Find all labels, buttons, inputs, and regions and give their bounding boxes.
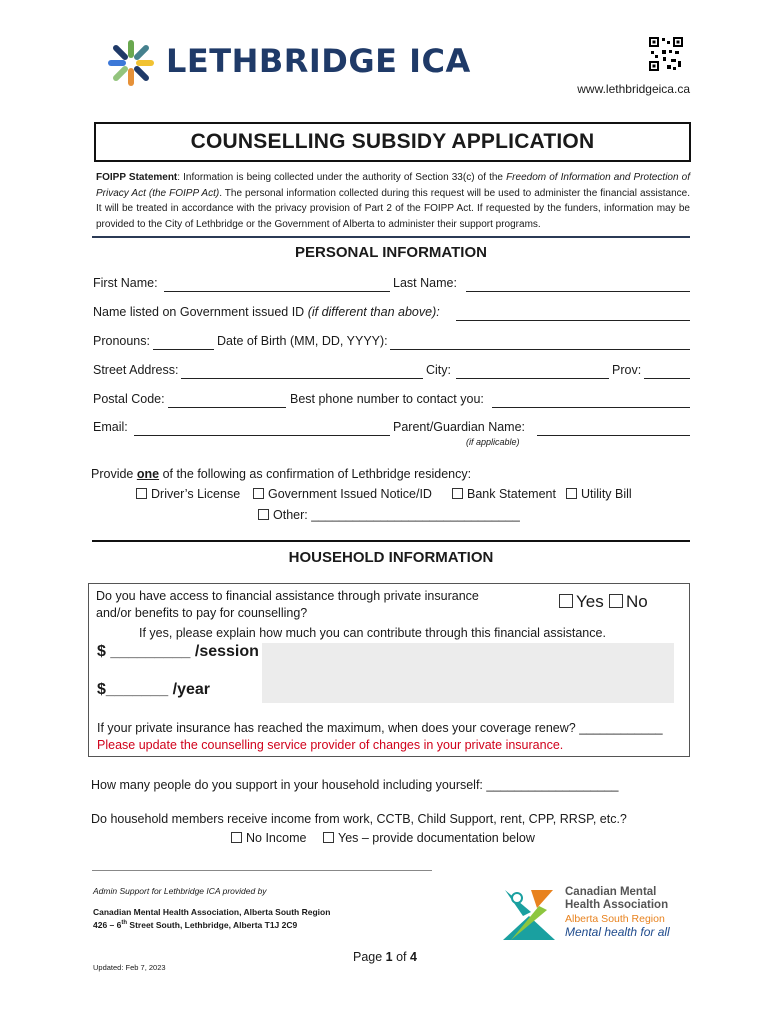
personal-info-heading: PERSONAL INFORMATION — [295, 244, 487, 261]
title-box — [94, 122, 691, 162]
gov-id-name-field[interactable] — [456, 320, 690, 321]
updated-date: Updated: Feb 7, 2023 — [93, 963, 166, 972]
dob-field[interactable] — [390, 349, 690, 350]
logo-wordmark: LETHBRIDGE ICA — [166, 42, 471, 80]
guardian-field[interactable] — [537, 435, 690, 436]
cmha-name-line-1: Canadian Mental — [565, 886, 657, 898]
checkbox-icon[interactable] — [609, 594, 623, 608]
footer-address-post: Street South, Lethbridge, Alberta T1J 2C9 — [127, 920, 298, 930]
residency-q-before: Provide — [91, 467, 137, 481]
cmha-logo — [501, 886, 691, 942]
residency-other-label: Other: ______________________________ — [273, 508, 520, 522]
residency-option-bank-statement[interactable] — [452, 487, 556, 501]
first-name-label: First Name: — [93, 276, 158, 290]
first-name-field[interactable] — [164, 291, 390, 292]
foipp-label: FOIPP Statement — [96, 172, 178, 183]
checkbox-icon[interactable] — [136, 488, 147, 499]
cmha-figure-icon — [501, 886, 557, 942]
gov-id-label — [93, 305, 440, 319]
footer-org-name: Canadian Mental Health Association, Alberta South Region — [93, 907, 331, 917]
province-label: Prov: — [612, 363, 642, 377]
guardian-label: Parent/Guardian Name: — [393, 420, 526, 434]
per-session-amount[interactable]: $ _________ /session — [97, 643, 259, 660]
phone-field[interactable] — [492, 407, 690, 408]
foipp-text-2: . The personal information collected during this request will be used to administer the financial assistance. It will be treated in accordance with the privacy provision of Part 2 of the FOIPP Act. If requested by the funders, information may be provided to the City of Lethbridge or the Government of Alberta to administer their support programs. — [96, 187, 690, 230]
insurance-no-label: No — [626, 592, 648, 611]
website-url[interactable]: www.lethbridgeica.ca — [577, 82, 690, 96]
cmha-region: Alberta South Region — [565, 913, 665, 925]
residency-option-label: Driver’s License — [151, 487, 241, 501]
cmha-name-line-2: Health Association — [565, 899, 669, 911]
update-insurance-notice: Please update the counselling service provider of changes in your private insurance. — [97, 738, 564, 752]
page-of: of — [392, 950, 410, 964]
insurance-no-option[interactable] — [609, 592, 648, 612]
street-address-field[interactable] — [181, 378, 423, 379]
city-label: City: — [426, 363, 451, 377]
checkbox-icon[interactable] — [258, 509, 269, 520]
residency-question — [91, 467, 471, 481]
residency-option-drivers-license[interactable] — [136, 487, 240, 501]
household-income-question: Do household members receive income from work, CCTB, Child Support, rent, CPP, RRSP, etc.? — [91, 812, 627, 826]
page-number — [353, 950, 417, 964]
cmha-tagline: Mental health for all — [565, 925, 670, 939]
pronouns-label: Pronouns: — [93, 334, 150, 348]
insurance-question-line-1: Do you have access to financial assistance through private insurance — [96, 589, 479, 603]
page-total: 4 — [410, 950, 417, 964]
footer-divider — [92, 870, 432, 871]
page-prefix: Page — [353, 950, 386, 964]
foipp-text-1: : Information is being collected under the authority of Section 33(c) of the — [177, 172, 507, 183]
street-address-label: Street Address: — [93, 363, 179, 377]
residency-q-one: one — [136, 467, 160, 481]
insurance-question-line-2: and/or benefits to pay for counselling? — [96, 606, 308, 620]
starburst-logo-icon — [106, 38, 156, 88]
income-option-none-label: No Income — [246, 831, 307, 845]
checkbox-icon[interactable] — [452, 488, 463, 499]
residency-option-label: Bank Statement — [467, 487, 556, 501]
residency-option-label: Utility Bill — [581, 487, 632, 501]
page-title: COUNSELLING SUBSIDY APPLICATION — [190, 130, 595, 153]
residency-option-utility-bill[interactable] — [566, 487, 632, 501]
residency-option-gov-notice[interactable] — [253, 487, 432, 501]
dob-label: Date of Birth (MM, DD, YYYY): — [217, 334, 388, 348]
income-option-yes[interactable] — [323, 831, 535, 845]
email-label: Email: — [93, 420, 128, 434]
checkbox-icon[interactable] — [231, 832, 242, 843]
income-option-yes-label: Yes – provide documentation below — [338, 831, 535, 845]
last-name-label: Last Name: — [393, 276, 457, 290]
gov-id-label-text: Name listed on Government issued ID — [93, 305, 308, 319]
insurance-explanation-field[interactable] — [262, 643, 674, 703]
city-field[interactable] — [456, 378, 609, 379]
postal-code-field[interactable] — [168, 407, 286, 408]
page-current: 1 — [385, 950, 393, 964]
per-year-amount[interactable]: $_______ /year — [97, 681, 210, 698]
pronouns-field[interactable] — [153, 349, 214, 350]
insurance-yes-option[interactable] — [559, 592, 604, 612]
household-size-question: How many people do you support in your household including yourself: ___________________ — [91, 778, 619, 792]
admin-support-note: Admin Support for Lethbridge ICA provided by — [93, 886, 267, 896]
checkbox-icon[interactable] — [323, 832, 334, 843]
lethbridge-ica-logo — [106, 38, 471, 90]
if-applicable-note: (if applicable) — [466, 437, 520, 447]
footer-address-pre: 426 – 6 — [93, 920, 122, 930]
checkbox-icon[interactable] — [253, 488, 264, 499]
residency-q-after: of the following as confirmation of Lethbridge residency: — [159, 467, 472, 481]
email-field[interactable] — [134, 435, 390, 436]
section-divider — [92, 540, 690, 542]
household-info-heading: HOUSEHOLD INFORMATION — [288, 549, 494, 566]
insurance-yes-label: Yes — [576, 592, 604, 611]
footer-address-sup: th — [121, 920, 128, 927]
qr-code-icon — [649, 37, 683, 71]
coverage-renew-question: If your private insurance has reached the maximum, when does your coverage renew? ____________ — [97, 721, 663, 735]
checkbox-icon[interactable] — [566, 488, 577, 499]
last-name-field[interactable] — [466, 291, 690, 292]
residency-option-label: Government Issued Notice/ID — [268, 487, 432, 501]
foipp-statement — [96, 170, 690, 232]
phone-label: Best phone number to contact you: — [290, 392, 484, 406]
checkbox-icon[interactable] — [559, 594, 573, 608]
footer-address — [93, 920, 297, 930]
insurance-explain-label: If yes, please explain how much you can contribute through this financial assistance. — [139, 626, 606, 640]
section-divider — [92, 236, 690, 238]
gov-id-label-italic: (if different than above): — [307, 305, 440, 319]
province-field[interactable] — [644, 378, 690, 379]
income-option-none[interactable] — [231, 831, 306, 845]
foipp-act-name: Freedom of Information and Protection of Privacy Act (the FOIPP Act) — [96, 172, 690, 199]
residency-option-other[interactable] — [258, 508, 520, 522]
postal-code-label: Postal Code: — [93, 392, 165, 406]
